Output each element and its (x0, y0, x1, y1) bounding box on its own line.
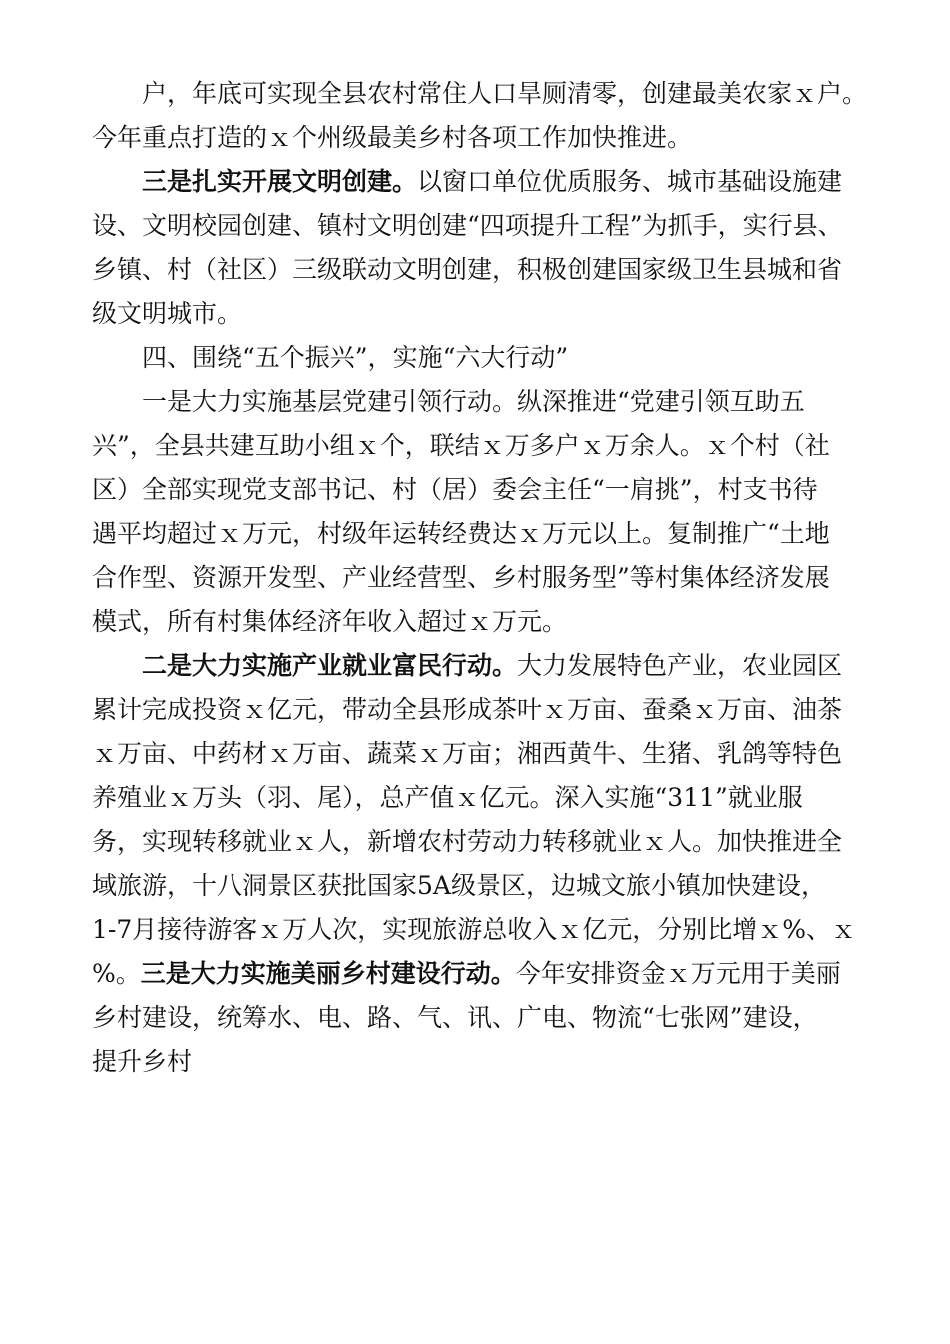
text-line (92, 864, 826, 908)
body-text: 户，年底可实现全县农村常住人口旱厕清零，创建最美农家ｘ户。 (92, 79, 868, 108)
body-text: 务，实现转移就业ｘ人，新增农村劳动力转移就业ｘ人。加快推进全 (92, 827, 843, 856)
body-text: 兴”，全县共建互助小组ｘ个，联结ｘ万多户ｘ万余人。ｘ个村（社 (92, 431, 830, 460)
body-text: 四、围绕“五个振兴”，实施“六大行动” (92, 343, 569, 372)
text-line (92, 1040, 192, 1084)
text-line (92, 820, 842, 864)
bold-heading-text: 三是扎实开展文明创建。 (92, 167, 418, 196)
text-line (92, 336, 568, 380)
body-text: 1-7月接待游客ｘ万人次，实现旅游总收入ｘ亿元，分别比增ｘ%、ｘ (92, 915, 857, 944)
body-text: 今年重点打造的ｘ个州级最美乡村各项工作加快推进。 (92, 123, 693, 152)
text-line (92, 908, 856, 952)
text-line (92, 688, 842, 732)
text-line (92, 732, 842, 776)
text-line (92, 116, 692, 160)
body-text: 以窗口单位优质服务、城市基础设施建 (417, 167, 843, 196)
text-line (92, 72, 867, 116)
body-text: 域旅游，十八洞景区获批国家5A级景区，边城文旅小镇加快建设， (92, 871, 826, 900)
text-line (92, 952, 841, 996)
body-text: 区）全部实现党支部书记、村（居）委会主任“一肩挑”，村支书待 (92, 475, 818, 504)
text-line (92, 512, 830, 556)
body-text: 乡村建设，统筹水、电、路、气、讯、广电、物流“七张网”建设， (92, 1003, 818, 1032)
bold-heading-text: 三是大力实施美丽乡村建设行动。 (140, 959, 516, 988)
text-line (92, 468, 818, 512)
text-line (92, 600, 567, 644)
body-text: 养殖业ｘ万头（羽、尾），总产值ｘ亿元。深入实施“311”就业服 (92, 783, 803, 812)
text-line (92, 160, 842, 204)
body-text: 一是大力实施基层党建引领行动。纵深推进“党建引领互助五 (92, 387, 805, 416)
bold-heading-text: 二是大力实施产业就业富民行动。 (92, 651, 518, 680)
body-text: 累计完成投资ｘ亿元，带动全县形成茶叶ｘ万亩、蚕桑ｘ万亩、油茶 (92, 695, 843, 724)
body-text: 模式，所有村集体经济年收入超过ｘ万元。 (92, 607, 568, 636)
text-line (92, 424, 830, 468)
body-text: 乡镇、村（社区）三级联动文明创建，积极创建国家级卫生县城和省 (92, 255, 843, 284)
body-text: 大力发展特色产业，农业园区 (517, 651, 843, 680)
body-text: 提升乡村 (92, 1047, 193, 1076)
text-line (92, 380, 805, 424)
body-text: 今年安排资金ｘ万元用于美丽 (515, 959, 841, 988)
body-text: 设、文明校园创建、镇村文明创建“四项提升工程”为抓手，实行县、 (92, 211, 843, 240)
text-line (92, 248, 842, 292)
text-line (92, 556, 830, 600)
body-text: %。 (92, 959, 141, 988)
body-text: 遇平均超过ｘ万元，村级年运转经费达ｘ万元以上。复制推广“土地 (92, 519, 830, 548)
body-text: ｘ万亩、中药材ｘ万亩、蔬菜ｘ万亩；湘西黄牛、生猪、乳鸽等特色 (92, 739, 843, 768)
text-line (92, 644, 842, 688)
text-line (92, 204, 843, 248)
text-line (92, 776, 803, 820)
body-text: 合作型、资源开发型、产业经营型、乡村服务型”等村集体经济发展 (92, 563, 830, 592)
text-line (92, 996, 818, 1040)
body-text: 级文明城市。 (92, 299, 243, 328)
text-line (92, 292, 242, 336)
